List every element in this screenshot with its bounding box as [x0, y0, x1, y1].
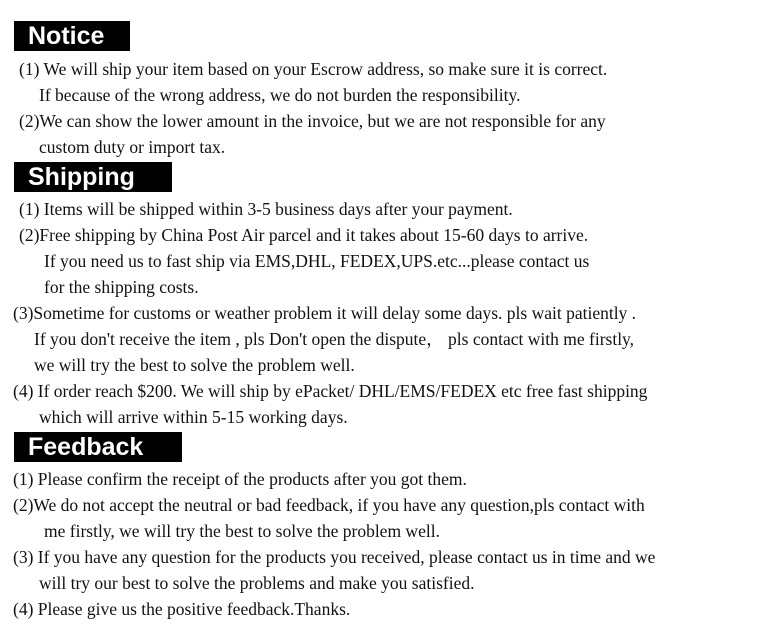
feedback-line-6: (4) Please give us the positive feedback.Thanks. [13, 599, 351, 619]
notice-line-4: custom duty or import tax. [39, 137, 226, 157]
feedback-line-5: will try our best to solve the problems and make you satisfied. [39, 573, 475, 593]
shipping-line-2: (2)Free shipping by China Post Air parcel and it takes about 15-60 days to arrive. [19, 225, 589, 245]
feedback-heading-text: Feedback [28, 433, 144, 461]
shipping-line-5: (3)Sometime for customs or weather problem it will delay some days. pls wait patiently . [13, 303, 637, 323]
notice-line-2: If because of the wrong address, we do not burden the responsibility. [39, 85, 521, 105]
shipping-line-3: If you need us to fast ship via EMS,DHL, FEDEX,UPS.etc...please contact us [44, 251, 590, 271]
feedback-line-2: (2)We do not accept the neutral or bad feedback, if you have any question,pls contact with [13, 495, 645, 515]
shipping-line-6: If you don't receive the item , pls Don't open the dispute， pls contact with me firstly, [34, 329, 635, 349]
notice-heading-text: Notice [28, 22, 105, 50]
shipping-line-7: we will try the best to solve the problem well. [34, 355, 355, 375]
feedback-line-1: (1) Please confirm the receipt of the products after you got them. [13, 469, 467, 489]
notice-line-1: (1) We will ship your item based on your Escrow address, so make sure it is correct. [19, 59, 608, 79]
shipping-line-9: which will arrive within 5-15 working days. [39, 407, 348, 427]
feedback-line-3: me firstly, we will try the best to solve the problem well. [44, 521, 440, 541]
shipping-line-1: (1) Items will be shipped within 3-5 business days after your payment. [19, 199, 513, 219]
shipping-line-4: for the shipping costs. [44, 277, 199, 297]
notice-heading [14, 21, 130, 51]
shipping-heading [14, 162, 172, 192]
feedback-line-4: (3) If you have any question for the products you received, please contact us in time and we [13, 547, 656, 567]
shipping-heading-text: Shipping [28, 163, 135, 191]
feedback-heading [14, 432, 182, 462]
notice-line-3: (2)We can show the lower amount in the invoice, but we are not responsible for any [19, 111, 606, 131]
shipping-line-8: (4) If order reach $200. We will ship by ePacket/ DHL/EMS/FEDEX etc free fast shipping [13, 381, 648, 401]
